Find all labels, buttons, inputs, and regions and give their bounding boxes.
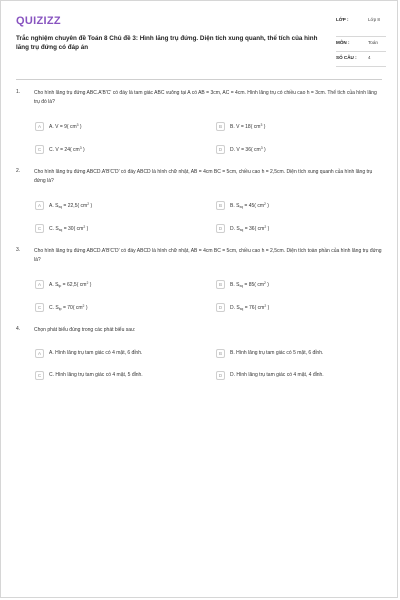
option-letter-box: B [216, 280, 225, 289]
option-text: C. $S_{tp} = 70$( $cm^2$ ) [49, 303, 88, 311]
option-text: A. V = 9( $cm^3$ ) [49, 122, 82, 130]
option-letter-box: C [35, 303, 44, 312]
answer-option-a[interactable] [35, 346, 195, 360]
option-text: D. $S_{xq} = 36$( $cm^2$ ) [230, 224, 270, 232]
meta-label: MÔN : [336, 40, 350, 45]
question-text: Cho hình lăng trụ đứng ABC.A'B'C' có đáy là tam giác ABC vuông tại A có AB = 3cm, AC = 4cm. Hình lăng trụ có chiều cao h = 3cm. Thể tích của hình lăng trụ đó là? [34, 90, 377, 105]
option-letter-box: A [35, 201, 44, 210]
answer-option-a[interactable] [35, 198, 195, 212]
question-number: 4. [16, 326, 21, 332]
option-text: C. Hình lăng trụ tam giác có 4 mặt, 5 đỉnh. [49, 372, 143, 378]
quizizz-logo: QUIZIZZ [16, 15, 61, 27]
meta-label: SỐ CÂU : [336, 55, 357, 60]
option-text: B. V = 18( $cm^3$ ) [230, 122, 266, 130]
meta-row-subject [336, 37, 386, 52]
option-letter-box: A [35, 349, 44, 358]
option-letter-box: D [216, 303, 225, 312]
question-text: Cho hình lăng trụ đứng ABCD.A'B'C'D' có đáy ABCD là hình chữ nhật, AB = 4cm BC = 5cm, chiều cao h = 2,5cm. Diện tích toàn phần của hình lăng trụ đứng là? [34, 248, 382, 263]
header-divider [16, 79, 382, 80]
option-letter-box: C [35, 371, 44, 380]
worksheet-title: Trắc nghiệm chuyên đề Toán 8 Chủ đề 3: Hình lăng trụ đứng. Diện tích xung quanh, thể tích của hình lăng trụ đứng có đáp án [16, 35, 318, 51]
option-text: C. $S_{xq} = 30$( $cm^2$ ) [49, 224, 89, 232]
worksheet-meta [336, 14, 386, 67]
meta-row-count [336, 52, 386, 67]
answer-option-d[interactable] [216, 300, 376, 314]
option-letter-box: A [35, 122, 44, 131]
question-number: 1. [16, 89, 21, 95]
option-text: D. $S_{xq} = 76$( $cm^2$ ) [230, 303, 270, 311]
question-number: 2. [16, 168, 21, 174]
option-letter-box: D [216, 224, 225, 233]
meta-label: LỚP : [336, 17, 349, 22]
meta-value: Lớp 8 [368, 17, 380, 22]
option-text: A. $S_{tp} = 62,5$( $cm^2$ ) [49, 280, 92, 288]
option-text: A. $S_{xq} = 22,5$( $cm^2$ ) [49, 201, 93, 209]
option-text: A. Hình lăng trụ tam giác có 4 mặt, 6 đỉnh. [49, 350, 143, 356]
option-letter-box: C [35, 224, 44, 233]
meta-value: Toán [368, 40, 378, 45]
option-letter-box: B [216, 122, 225, 131]
answer-option-c[interactable] [35, 300, 195, 314]
option-text: D. Hình lăng trụ tam giác có 4 mặt, 4 đỉnh. [230, 372, 324, 378]
option-letter-box: B [216, 201, 225, 210]
question-text: Chọn phát biểu đúng trong các phát biểu sau: [34, 327, 136, 333]
answer-option-c[interactable] [35, 368, 195, 382]
answer-option-b[interactable] [216, 277, 376, 291]
answer-option-d[interactable] [216, 221, 376, 235]
answer-option-a[interactable] [35, 119, 195, 133]
option-text: D. V = 36( $cm^3$ ) [230, 145, 266, 153]
answer-option-b[interactable] [216, 198, 376, 212]
meta-value: 4 [368, 55, 371, 60]
answer-option-d[interactable] [216, 142, 376, 156]
answer-option-c[interactable] [35, 221, 195, 235]
answer-option-b[interactable] [216, 119, 376, 133]
question-text: Cho hình lăng trụ đứng ABCD.A'B'C'D' có đáy ABCD là hình chữ nhật, AB = 4cm BC = 5cm, chiều cao h = 2,5cm. Diện tích xung quanh của hình lăng trụ đứng là? [34, 169, 373, 184]
option-letter-box: D [216, 145, 225, 154]
question-number: 3. [16, 247, 21, 253]
answer-option-a[interactable] [35, 277, 195, 291]
option-letter-box: D [216, 371, 225, 380]
answer-option-d[interactable] [216, 368, 376, 382]
answer-option-c[interactable] [35, 142, 195, 156]
option-letter-box: B [216, 349, 225, 358]
option-text: B. Hình lăng trụ tam giác có 5 mặt, 6 đỉnh. [230, 350, 324, 356]
option-text: B. $S_{xq} = 85$( $cm^2$ ) [230, 280, 269, 288]
answer-option-b[interactable] [216, 346, 376, 360]
option-letter-box: A [35, 280, 44, 289]
option-letter-box: C [35, 145, 44, 154]
option-text: C. V = 24( $cm^3$ ) [49, 145, 85, 153]
meta-row-class [336, 14, 386, 37]
option-text: B. $S_{xq} = 45$( $cm^2$ ) [230, 201, 269, 209]
